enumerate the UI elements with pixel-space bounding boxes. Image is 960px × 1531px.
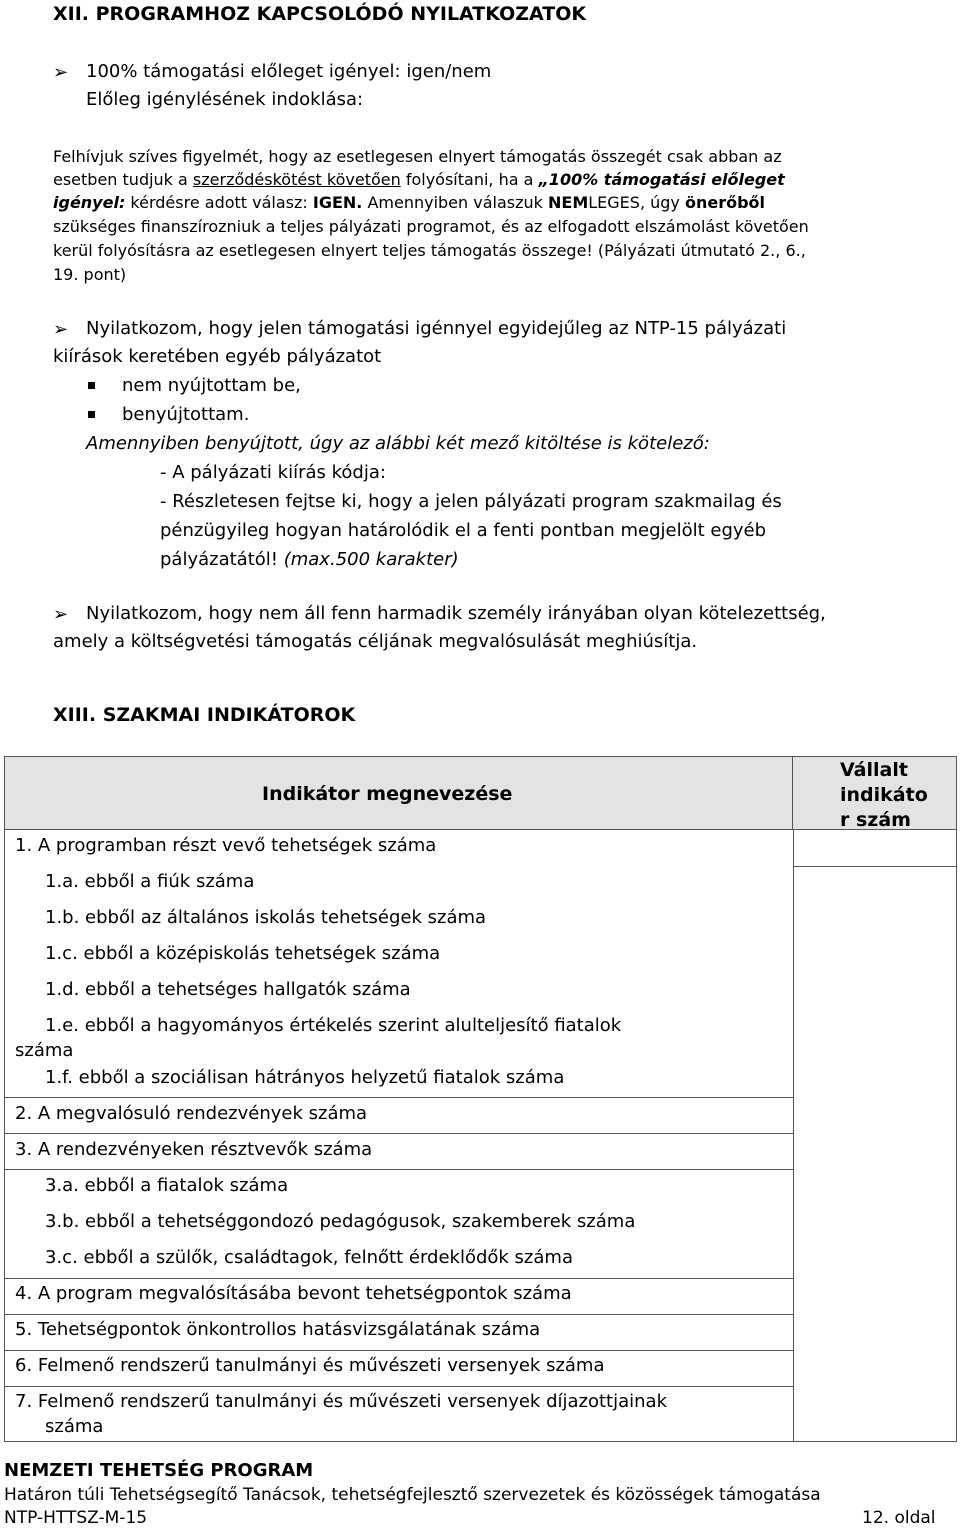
advance-question: 100% támogatási előleget igényel: igen/nem (86, 61, 492, 82)
notice-line-5: kerül folyósításra az esetlegesen elnyert teljes támogatás összege! (Pályázati útmutató 2., 6., (53, 241, 806, 260)
table-row: 2. A megvalósuló rendezvények száma (15, 1103, 368, 1124)
notice-line-6: 19. pont) (53, 265, 127, 284)
option-submitted[interactable]: benyújtottam. (122, 404, 250, 425)
table-row: 1. A programban részt vevő tehetségek száma (15, 835, 437, 856)
table-row: 7. Felmenő rendszerű tanulmányi és művészeti versenyek díjazottjainak (15, 1391, 667, 1412)
arrow-bullet-icon: ➢ (53, 319, 69, 340)
table-row-cont: száma (15, 1040, 74, 1061)
footer-subtitle: Határon túli Tehetségsegítő Tanácsok, tehetségfejlesztő szervezetek és közösségek támogatása (4, 1485, 821, 1505)
table-row: 6. Felmenő rendszerű tanulmányi és művészeti versenyek száma (15, 1355, 605, 1376)
square-bullet-icon (88, 411, 95, 418)
table-row: 3. A rendezvényeken résztvevők száma (15, 1139, 373, 1160)
table-row-cont: száma (45, 1416, 104, 1437)
field-call-code[interactable]: - A pályázati kiírás kódja: (160, 462, 386, 483)
section-title-indicators: XIII. SZAKMAI INDIKÁTOROK (53, 704, 356, 726)
declaration-third-party: Nyilatkozom, hogy nem áll fenn harmadik személy irányában olyan kötelezettség, (86, 603, 826, 624)
arrow-bullet-icon: ➢ (53, 62, 69, 83)
table-row: 1.f. ebből a szociálisan hátrányos helyzetű fiatalok száma (45, 1067, 565, 1088)
header-indicator-name: Indikátor megnevezése (262, 783, 513, 805)
table-row: 4. A program megvalósításába bevont tehetségpontok száma (15, 1283, 572, 1304)
declaration-other-applications: Nyilatkozom, hogy jelen támogatási igénnyel egyidejűleg az NTP-15 pályázati (86, 318, 787, 339)
field-delimitation-line-2: pénzügyileg hogyan határolódik el a fenti pontban megjelölt egyéb (160, 520, 767, 541)
table-row: 1.a. ebből a fiúk száma (45, 871, 255, 892)
notice-line-1: Felhívjuk szíves figyelmét, hogy az esetlegesen elnyert támogatás összegét csak abban az (53, 147, 782, 166)
table-row: 3.b. ebből a tehetséggondozó pedagógusok, szakemberek száma (45, 1211, 636, 1232)
mandatory-fields-note: Amennyiben benyújtott, úgy az alábbi két mező kitöltése is kötelező: (86, 433, 710, 454)
header-committed-value: Vállalt indikáto r szám (840, 759, 928, 831)
table-row: 1.d. ebből a tehetséges hallgatók száma (45, 979, 411, 1000)
table-row: 1.b. ebből az általános iskolás tehetségek száma (45, 907, 487, 928)
table-row: 3.a. ebből a fiatalok száma (45, 1175, 289, 1196)
footer-program-name: NEMZETI TEHETSÉG PROGRAM (4, 1460, 314, 1481)
table-row: 3.c. ebből a szülők, családtagok, felnőtt érdeklődők száma (45, 1247, 573, 1268)
notice-line-3: igényel: kérdésre adott válasz: IGEN. Amennyiben válaszuk NEMLEGES, úgy önerőből (53, 193, 766, 212)
notice-line-4: szükséges finanszírozniuk a teljes pályázati programot, és az elfogadott elszámolást követően (53, 217, 809, 236)
table-row: 1.e. ebből a hagyományos értékelés szerint alulteljesítő fiatalok (45, 1015, 622, 1036)
advance-justification-label: Előleg igénylésének indoklása: (86, 89, 364, 110)
field-delimitation-line-3: pályázatától! (max.500 karakter) (160, 549, 459, 570)
table-row: 5. Tehetségpontok önkontrollos hatásvizsgálatának száma (15, 1319, 541, 1340)
declaration-third-party-cont: amely a költségvetési támogatás céljának megvalósulását meghiúsítja. (53, 631, 698, 652)
field-delimitation-line-1[interactable]: - Részletesen fejtse ki, hogy a jelen pályázati program szakmailag és (160, 491, 782, 512)
notice-line-2: esetben tudjuk a szerződéskötést követően folyósítani, ha a „100% támogatási előleget (53, 170, 785, 189)
arrow-bullet-icon: ➢ (53, 604, 69, 625)
footer-page-number: 12. oldal (862, 1508, 936, 1528)
declaration-other-applications-cont: kiírások keretében egyéb pályázatot (53, 346, 382, 367)
section-title: XII. PROGRAMHOZ KAPCSOLÓDÓ NYILATKOZATOK (53, 3, 587, 25)
table-row: 1.c. ebből a középiskolás tehetségek száma (45, 943, 441, 964)
square-bullet-icon (88, 382, 95, 389)
footer-code: NTP-HTTSZ-M-15 (4, 1508, 148, 1528)
option-not-submitted[interactable]: nem nyújtottam be, (122, 375, 301, 396)
